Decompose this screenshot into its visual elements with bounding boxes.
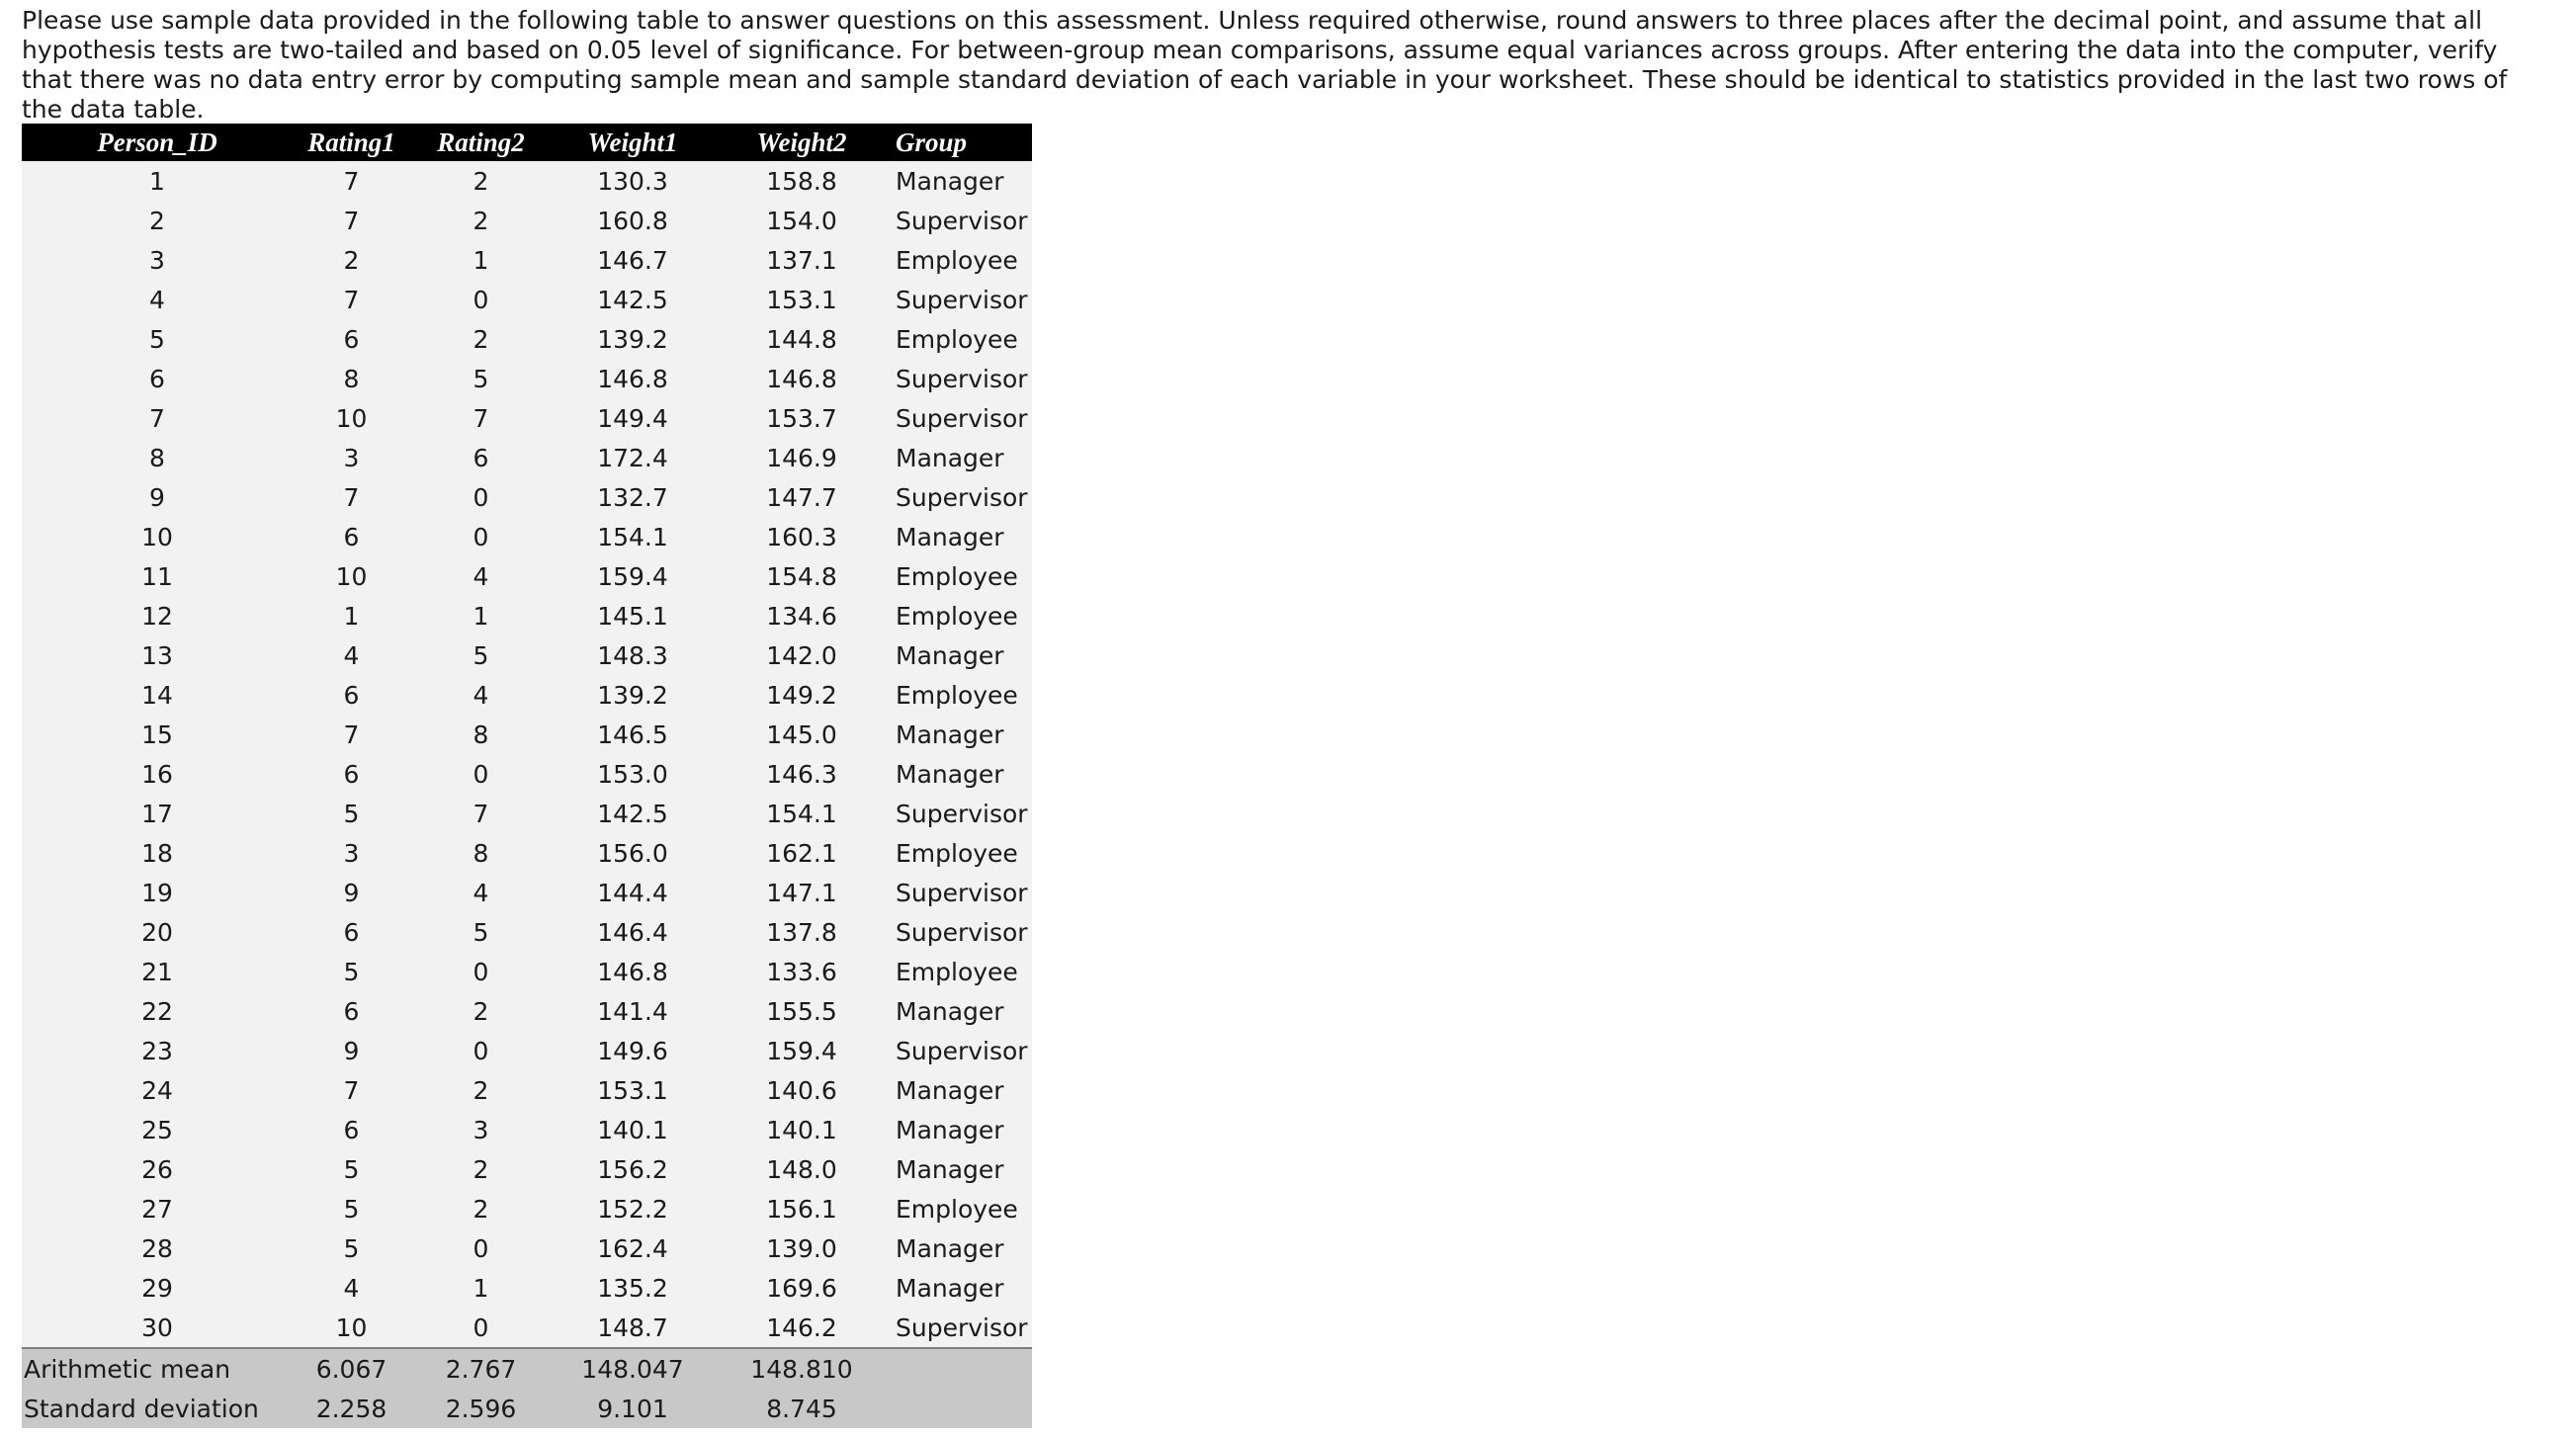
cell-rating1: 5 [293, 1228, 410, 1268]
cell-weight1: 153.1 [552, 1070, 714, 1110]
cell-rating1: 6 [293, 991, 410, 1031]
cell-weight1: 154.1 [552, 517, 714, 556]
cell-weight2: 139.0 [714, 1228, 890, 1268]
instructions-text: Please use sample data provided in the following table to answer questions on this assessment. Unless required otherwise, round answers to three places after the decimal point, and assume that all hypothesis tests are two-tailed and based on 0.05 level of significance. For between-group mean comparisons, assume equal variances across groups. After entering the data into the computer, verify that there was no data entry error by computing sample mean and sample standard deviation of each variable in your worksheet. These should be identical to statistics provided in the last two rows of the data table. [22, 6, 2508, 124]
table-row [22, 280, 1032, 319]
cell-weight1: 159.4 [552, 556, 714, 596]
cell-group: Employee [890, 1189, 1032, 1228]
cell-rating2: 7 [410, 794, 552, 833]
cell-weight2: 158.8 [714, 161, 890, 201]
summary-empty-cell [890, 1389, 1032, 1428]
cell-person-id: 27 [22, 1189, 293, 1228]
cell-group: Manager [890, 635, 1032, 675]
cell-person-id: 15 [22, 715, 293, 754]
cell-rating1: 10 [293, 556, 410, 596]
table-row [22, 991, 1032, 1031]
cell-weight1: 145.1 [552, 596, 714, 635]
cell-group: Manager [890, 1149, 1032, 1189]
cell-rating2: 2 [410, 319, 552, 359]
cell-group: Employee [890, 240, 1032, 280]
cell-person-id: 25 [22, 1110, 293, 1149]
cell-weight2: 145.0 [714, 715, 890, 754]
cell-weight2: 169.6 [714, 1268, 890, 1308]
cell-weight2: 146.3 [714, 754, 890, 794]
cell-group: Supervisor [890, 201, 1032, 240]
cell-rating2: 2 [410, 1149, 552, 1189]
cell-weight1: 139.2 [552, 319, 714, 359]
cell-group: Employee [890, 596, 1032, 635]
cell-group: Supervisor [890, 359, 1032, 398]
cell-weight1: 146.4 [552, 912, 714, 952]
summary-value: 2.596 [410, 1389, 552, 1428]
cell-person-id: 2 [22, 201, 293, 240]
cell-weight2: 134.6 [714, 596, 890, 635]
cell-rating2: 0 [410, 517, 552, 556]
cell-weight2: 160.3 [714, 517, 890, 556]
cell-rating2: 2 [410, 201, 552, 240]
table-row [22, 952, 1032, 991]
cell-rating1: 8 [293, 359, 410, 398]
cell-group: Supervisor [890, 1308, 1032, 1348]
summary-row [22, 1348, 1032, 1389]
cell-group: Manager [890, 1228, 1032, 1268]
cell-person-id: 5 [22, 319, 293, 359]
table-row [22, 319, 1032, 359]
cell-rating1: 6 [293, 319, 410, 359]
cell-weight1: 141.4 [552, 991, 714, 1031]
cell-rating2: 3 [410, 1110, 552, 1149]
table-row [22, 359, 1032, 398]
cell-person-id: 3 [22, 240, 293, 280]
cell-weight2: 154.8 [714, 556, 890, 596]
cell-rating2: 5 [410, 359, 552, 398]
table-row [22, 1228, 1032, 1268]
cell-person-id: 26 [22, 1149, 293, 1189]
cell-rating2: 4 [410, 675, 552, 715]
cell-rating1: 7 [293, 280, 410, 319]
cell-rating1: 2 [293, 240, 410, 280]
cell-weight2: 142.0 [714, 635, 890, 675]
cell-group: Employee [890, 952, 1032, 991]
cell-rating2: 0 [410, 477, 552, 517]
cell-weight2: 154.0 [714, 201, 890, 240]
cell-weight2: 137.8 [714, 912, 890, 952]
cell-rating1: 6 [293, 1110, 410, 1149]
cell-rating2: 0 [410, 952, 552, 991]
cell-rating1: 7 [293, 715, 410, 754]
cell-rating1: 10 [293, 1308, 410, 1348]
cell-person-id: 19 [22, 873, 293, 912]
summary-value: 2.767 [410, 1348, 552, 1389]
cell-weight2: 146.2 [714, 1308, 890, 1348]
table-row [22, 438, 1032, 477]
cell-person-id: 9 [22, 477, 293, 517]
cell-group: Manager [890, 517, 1032, 556]
summary-value: 6.067 [293, 1348, 410, 1389]
cell-rating1: 3 [293, 833, 410, 873]
cell-rating2: 2 [410, 991, 552, 1031]
header-person-id: Person_ID [22, 124, 293, 161]
cell-rating1: 9 [293, 1031, 410, 1070]
cell-weight1: 156.0 [552, 833, 714, 873]
table-row [22, 1268, 1032, 1308]
cell-weight2: 156.1 [714, 1189, 890, 1228]
cell-weight1: 142.5 [552, 280, 714, 319]
cell-person-id: 1 [22, 161, 293, 201]
cell-group: Manager [890, 1110, 1032, 1149]
cell-rating2: 0 [410, 754, 552, 794]
cell-rating1: 9 [293, 873, 410, 912]
summary-value: 148.810 [714, 1348, 890, 1389]
table-row [22, 873, 1032, 912]
cell-group: Employee [890, 319, 1032, 359]
cell-person-id: 21 [22, 952, 293, 991]
cell-weight2: 144.8 [714, 319, 890, 359]
header-row [22, 124, 1032, 161]
cell-rating2: 5 [410, 635, 552, 675]
cell-weight1: 153.0 [552, 754, 714, 794]
table-row [22, 161, 1032, 201]
cell-person-id: 4 [22, 280, 293, 319]
summary-empty-cell [890, 1348, 1032, 1389]
cell-weight1: 146.8 [552, 359, 714, 398]
cell-rating2: 0 [410, 1308, 552, 1348]
cell-weight2: 140.6 [714, 1070, 890, 1110]
table-row [22, 912, 1032, 952]
table-row [22, 754, 1032, 794]
cell-weight2: 162.1 [714, 833, 890, 873]
cell-weight2: 153.1 [714, 280, 890, 319]
cell-rating2: 1 [410, 1268, 552, 1308]
cell-weight1: 152.2 [552, 1189, 714, 1228]
cell-rating2: 2 [410, 161, 552, 201]
table-row [22, 201, 1032, 240]
cell-group: Employee [890, 675, 1032, 715]
cell-rating2: 0 [410, 1228, 552, 1268]
table-row [22, 596, 1032, 635]
cell-person-id: 17 [22, 794, 293, 833]
summary-value: 9.101 [552, 1389, 714, 1428]
cell-weight1: 142.5 [552, 794, 714, 833]
cell-rating1: 7 [293, 161, 410, 201]
table-row [22, 1070, 1032, 1110]
cell-weight2: 153.7 [714, 398, 890, 438]
summary-value: 2.258 [293, 1389, 410, 1428]
cell-weight1: 146.5 [552, 715, 714, 754]
cell-group: Supervisor [890, 477, 1032, 517]
cell-group: Supervisor [890, 912, 1032, 952]
cell-rating1: 6 [293, 675, 410, 715]
cell-rating1: 6 [293, 912, 410, 952]
table-row [22, 1149, 1032, 1189]
cell-rating2: 1 [410, 596, 552, 635]
table-row [22, 635, 1032, 675]
cell-group: Employee [890, 556, 1032, 596]
cell-rating2: 7 [410, 398, 552, 438]
table-row [22, 1031, 1032, 1070]
cell-rating2: 0 [410, 1031, 552, 1070]
table-row [22, 1308, 1032, 1348]
cell-weight1: 135.2 [552, 1268, 714, 1308]
cell-rating2: 8 [410, 833, 552, 873]
summary-label: Standard deviation [22, 1389, 293, 1428]
cell-weight1: 140.1 [552, 1110, 714, 1149]
cell-weight1: 146.8 [552, 952, 714, 991]
cell-weight1: 149.4 [552, 398, 714, 438]
cell-group: Supervisor [890, 873, 1032, 912]
cell-weight2: 147.1 [714, 873, 890, 912]
cell-weight1: 162.4 [552, 1228, 714, 1268]
cell-weight2: 133.6 [714, 952, 890, 991]
cell-weight2: 147.7 [714, 477, 890, 517]
cell-group: Supervisor [890, 280, 1032, 319]
cell-rating2: 4 [410, 556, 552, 596]
cell-weight1: 144.4 [552, 873, 714, 912]
header-group: Group [890, 124, 1032, 161]
cell-weight1: 139.2 [552, 675, 714, 715]
table-row [22, 715, 1032, 754]
cell-weight1: 146.7 [552, 240, 714, 280]
cell-rating2: 2 [410, 1070, 552, 1110]
cell-weight2: 155.5 [714, 991, 890, 1031]
summary-label: Arithmetic mean [22, 1348, 293, 1389]
cell-rating1: 5 [293, 952, 410, 991]
header-weight2: Weight2 [714, 124, 890, 161]
cell-person-id: 16 [22, 754, 293, 794]
cell-rating1: 4 [293, 635, 410, 675]
cell-group: Manager [890, 161, 1032, 201]
cell-weight1: 172.4 [552, 438, 714, 477]
cell-group: Supervisor [890, 1031, 1032, 1070]
cell-person-id: 12 [22, 596, 293, 635]
cell-weight1: 149.6 [552, 1031, 714, 1070]
header-rating1: Rating1 [293, 124, 410, 161]
cell-group: Manager [890, 715, 1032, 754]
table-row [22, 556, 1032, 596]
cell-rating2: 1 [410, 240, 552, 280]
cell-person-id: 30 [22, 1308, 293, 1348]
cell-group: Manager [890, 438, 1032, 477]
cell-person-id: 29 [22, 1268, 293, 1308]
cell-person-id: 28 [22, 1228, 293, 1268]
sample-data-table [22, 124, 1032, 1428]
cell-person-id: 10 [22, 517, 293, 556]
summary-value: 8.745 [714, 1389, 890, 1428]
cell-group: Supervisor [890, 794, 1032, 833]
table-row [22, 1189, 1032, 1228]
table-row [22, 240, 1032, 280]
cell-rating1: 10 [293, 398, 410, 438]
cell-rating2: 8 [410, 715, 552, 754]
cell-weight1: 156.2 [552, 1149, 714, 1189]
cell-person-id: 8 [22, 438, 293, 477]
cell-rating1: 4 [293, 1268, 410, 1308]
cell-person-id: 7 [22, 398, 293, 438]
cell-group: Supervisor [890, 398, 1032, 438]
table-row [22, 675, 1032, 715]
cell-rating1: 1 [293, 596, 410, 635]
cell-person-id: 18 [22, 833, 293, 873]
cell-weight2: 148.0 [714, 1149, 890, 1189]
cell-rating2: 0 [410, 280, 552, 319]
header-weight1: Weight1 [552, 124, 714, 161]
cell-person-id: 22 [22, 991, 293, 1031]
table-body [22, 161, 1032, 1348]
cell-rating1: 5 [293, 794, 410, 833]
summary-value: 148.047 [552, 1348, 714, 1389]
table-row [22, 398, 1032, 438]
table-row [22, 477, 1032, 517]
table-row [22, 794, 1032, 833]
cell-weight1: 148.7 [552, 1308, 714, 1348]
cell-weight2: 146.8 [714, 359, 890, 398]
cell-rating1: 7 [293, 477, 410, 517]
table-row [22, 833, 1032, 873]
cell-weight2: 149.2 [714, 675, 890, 715]
cell-rating2: 5 [410, 912, 552, 952]
cell-weight1: 148.3 [552, 635, 714, 675]
cell-weight2: 154.1 [714, 794, 890, 833]
cell-person-id: 23 [22, 1031, 293, 1070]
table-row [22, 1110, 1032, 1149]
cell-weight2: 137.1 [714, 240, 890, 280]
cell-rating1: 7 [293, 201, 410, 240]
cell-rating1: 3 [293, 438, 410, 477]
table-row [22, 517, 1032, 556]
summary-row [22, 1389, 1032, 1428]
cell-rating2: 2 [410, 1189, 552, 1228]
cell-group: Manager [890, 991, 1032, 1031]
cell-person-id: 11 [22, 556, 293, 596]
cell-rating1: 6 [293, 517, 410, 556]
cell-weight1: 132.7 [552, 477, 714, 517]
cell-person-id: 6 [22, 359, 293, 398]
cell-group: Employee [890, 833, 1032, 873]
cell-weight2: 140.1 [714, 1110, 890, 1149]
cell-rating2: 4 [410, 873, 552, 912]
cell-rating1: 7 [293, 1070, 410, 1110]
header-rating2: Rating2 [410, 124, 552, 161]
cell-weight1: 130.3 [552, 161, 714, 201]
cell-person-id: 20 [22, 912, 293, 952]
cell-rating1: 6 [293, 754, 410, 794]
table-summary [22, 1348, 1032, 1428]
cell-weight2: 146.9 [714, 438, 890, 477]
cell-rating2: 6 [410, 438, 552, 477]
cell-weight2: 159.4 [714, 1031, 890, 1070]
cell-rating1: 5 [293, 1149, 410, 1189]
cell-group: Manager [890, 754, 1032, 794]
cell-weight1: 160.8 [552, 201, 714, 240]
cell-person-id: 14 [22, 675, 293, 715]
cell-group: Manager [890, 1070, 1032, 1110]
cell-rating1: 5 [293, 1189, 410, 1228]
cell-person-id: 13 [22, 635, 293, 675]
cell-person-id: 24 [22, 1070, 293, 1110]
cell-group: Manager [890, 1268, 1032, 1308]
